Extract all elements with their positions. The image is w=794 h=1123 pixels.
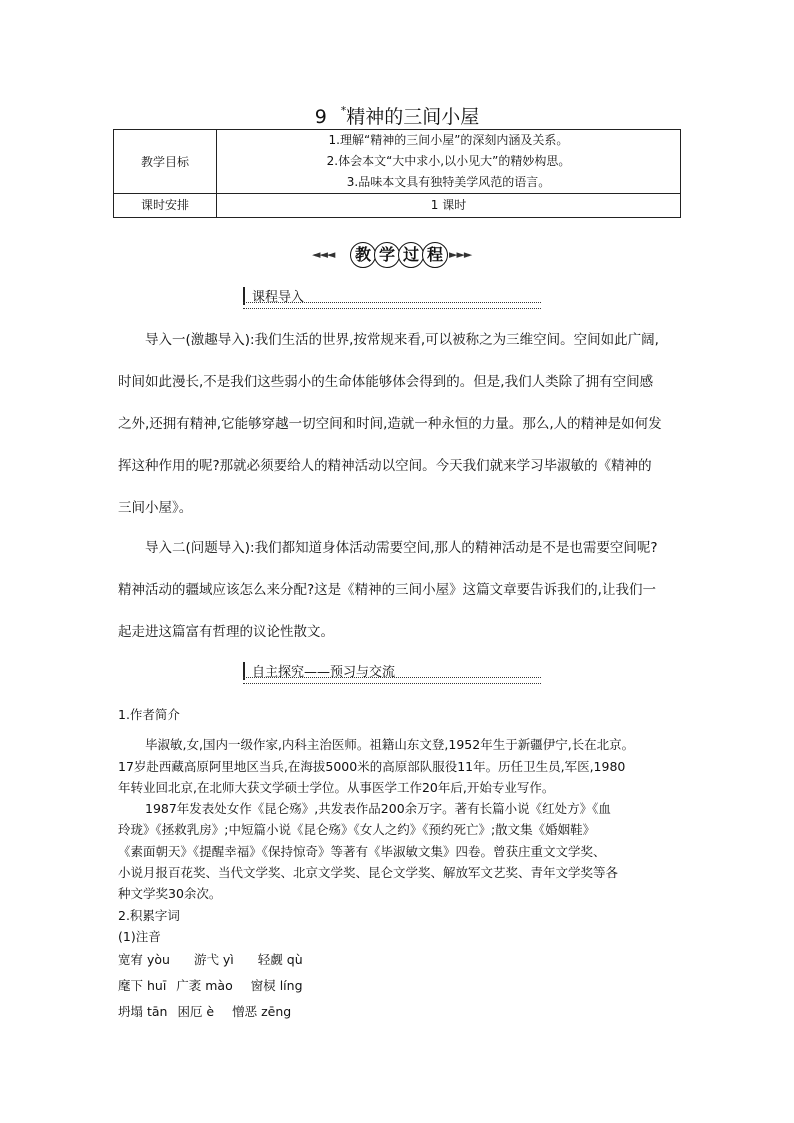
pinyin-row bbox=[118, 947, 678, 973]
text-line: 17岁赴西藏高原阿里地区当兵,在海拔5000米的高原部队服役11年。历任卫生员,军医,1980 bbox=[118, 758, 626, 774]
pinyin-item: 广袤 mào bbox=[176, 978, 233, 993]
pinyin-row bbox=[118, 973, 678, 999]
teaching-process-banner bbox=[0, 238, 794, 272]
text-line: 《素面朝天》《提醒幸福》《保持惊奇》等著有《毕淑敏文集》四卷。曾获庄重文文学奖、 bbox=[118, 843, 606, 859]
text-line: 种文学奖30余次。 bbox=[118, 886, 222, 902]
author-heading: 1.作者简介 bbox=[118, 707, 180, 722]
text-line: 起走进这篇富有哲理的议论性散文。 bbox=[118, 624, 334, 640]
section-title: 课程导入 bbox=[252, 290, 305, 305]
goals-row bbox=[114, 130, 681, 194]
goal-item: 2.体会本文“大中求小,以小见大”的精妙构思。 bbox=[326, 154, 571, 168]
section-header-self-study bbox=[243, 660, 541, 686]
lesson-title bbox=[0, 102, 794, 129]
author-section bbox=[118, 704, 680, 947]
text-line: 精神活动的疆域应该怎么来分配?这是《精神的三间小屋》这篇文章要告诉我们的,让我们一 bbox=[118, 582, 656, 598]
text-line: 小说月报百花奖、当代文学奖、北京文学奖、昆仑文学奖、解放军文艺奖、青年文学奖等各 bbox=[118, 865, 619, 881]
pinyin-item: 麾下 huī bbox=[118, 978, 167, 993]
schedule-row bbox=[114, 194, 681, 218]
banner-char: 程 bbox=[422, 242, 448, 268]
goals-label: 教学目标 bbox=[114, 130, 217, 194]
pinyin-list bbox=[118, 947, 678, 1025]
goals-content bbox=[217, 130, 681, 194]
schedule-label: 课时安排 bbox=[114, 194, 217, 218]
pinyin-item: 坍塌 tān bbox=[118, 1004, 168, 1019]
text-line: 挥这种作用的呢?那就必须要给人的精神活动以空间。今天我们就来学习毕淑敏的《精神的 bbox=[118, 458, 652, 474]
pinyin-row bbox=[118, 999, 678, 1025]
pinyin-item: 困厄 è bbox=[177, 1004, 215, 1019]
lesson-number: 9 bbox=[314, 106, 327, 128]
text-line: 1987年发表处女作《昆仑殇》,共发表作品200余万字。著有长篇小说《红处方》《血 bbox=[145, 801, 611, 817]
text-line: 玲珑》《拯救乳房》;中短篇小说《昆仑殇》《女人之约》《预约死亡》;散文集《婚姻鞋》 bbox=[118, 822, 596, 838]
intro-paragraph-1 bbox=[118, 319, 678, 529]
section-header-intro bbox=[243, 285, 541, 311]
lesson-title-text: 精神的三间小屋 bbox=[346, 106, 480, 128]
vocab-subheading: (1)注音 bbox=[118, 928, 161, 944]
banner-char: 过 bbox=[398, 242, 424, 268]
text-line: 三间小屋》。 bbox=[118, 500, 193, 516]
section-dotted-rule bbox=[243, 677, 541, 684]
left-arrows-icon: ◄◄◄ bbox=[312, 248, 335, 261]
star-mark: * bbox=[340, 104, 347, 117]
text-line: 年转业回北京,在北师大获文学硕士学位。从事医学工作20年后,开始专业写作。 bbox=[118, 779, 555, 795]
pinyin-item: 轻觑 qù bbox=[257, 952, 303, 967]
section-title: 自主探究——预习与交流 bbox=[252, 665, 396, 680]
pinyin-item: 窗棂 líng bbox=[250, 978, 303, 993]
right-arrows-icon: ►►► bbox=[449, 248, 472, 261]
intro-paragraph-2 bbox=[118, 527, 678, 653]
text-line: 之外,还拥有精神,它能够穿越一切空间和时间,造就一种永恒的力量。那么,人的精神是如何发 bbox=[118, 416, 662, 432]
goal-item: 1.理解“精神的三间小屋”的深刻内涵及关系。 bbox=[328, 133, 569, 147]
goal-item: 3.品味本文具有独特美学风范的语言。 bbox=[346, 175, 551, 189]
text-line: 导入一(激趣导入):我们生活的世界,按常规来看,可以被称之为三维空间。空间如此广阔, bbox=[145, 332, 659, 348]
schedule-value: 1 课时 bbox=[217, 194, 681, 218]
text-line: 毕淑敏,女,国内一级作家,内科主治医师。祖籍山东文登,1952年生于新疆伊宁,长在北京。 bbox=[145, 737, 635, 753]
text-line: 导入二(问题导入):我们都知道身体活动需要空间,那人的精神活动是不是也需要空间呢? bbox=[145, 540, 658, 556]
banner-char: 学 bbox=[374, 242, 400, 268]
pinyin-item: 宽宥 yòu bbox=[118, 952, 170, 967]
teaching-goals-table bbox=[113, 129, 681, 218]
pinyin-item: 憎恶 zēng bbox=[232, 1004, 292, 1019]
banner-char: 教 bbox=[350, 242, 376, 268]
text-line: 时间如此漫长,不是我们这些弱小的生命体能够体会得到的。但是,我们人类除了拥有空间感 bbox=[118, 374, 654, 390]
vocab-heading: 2.积累字词 bbox=[118, 907, 180, 923]
section-dotted-rule bbox=[243, 302, 541, 309]
pinyin-item: 游弋 yì bbox=[193, 952, 234, 967]
